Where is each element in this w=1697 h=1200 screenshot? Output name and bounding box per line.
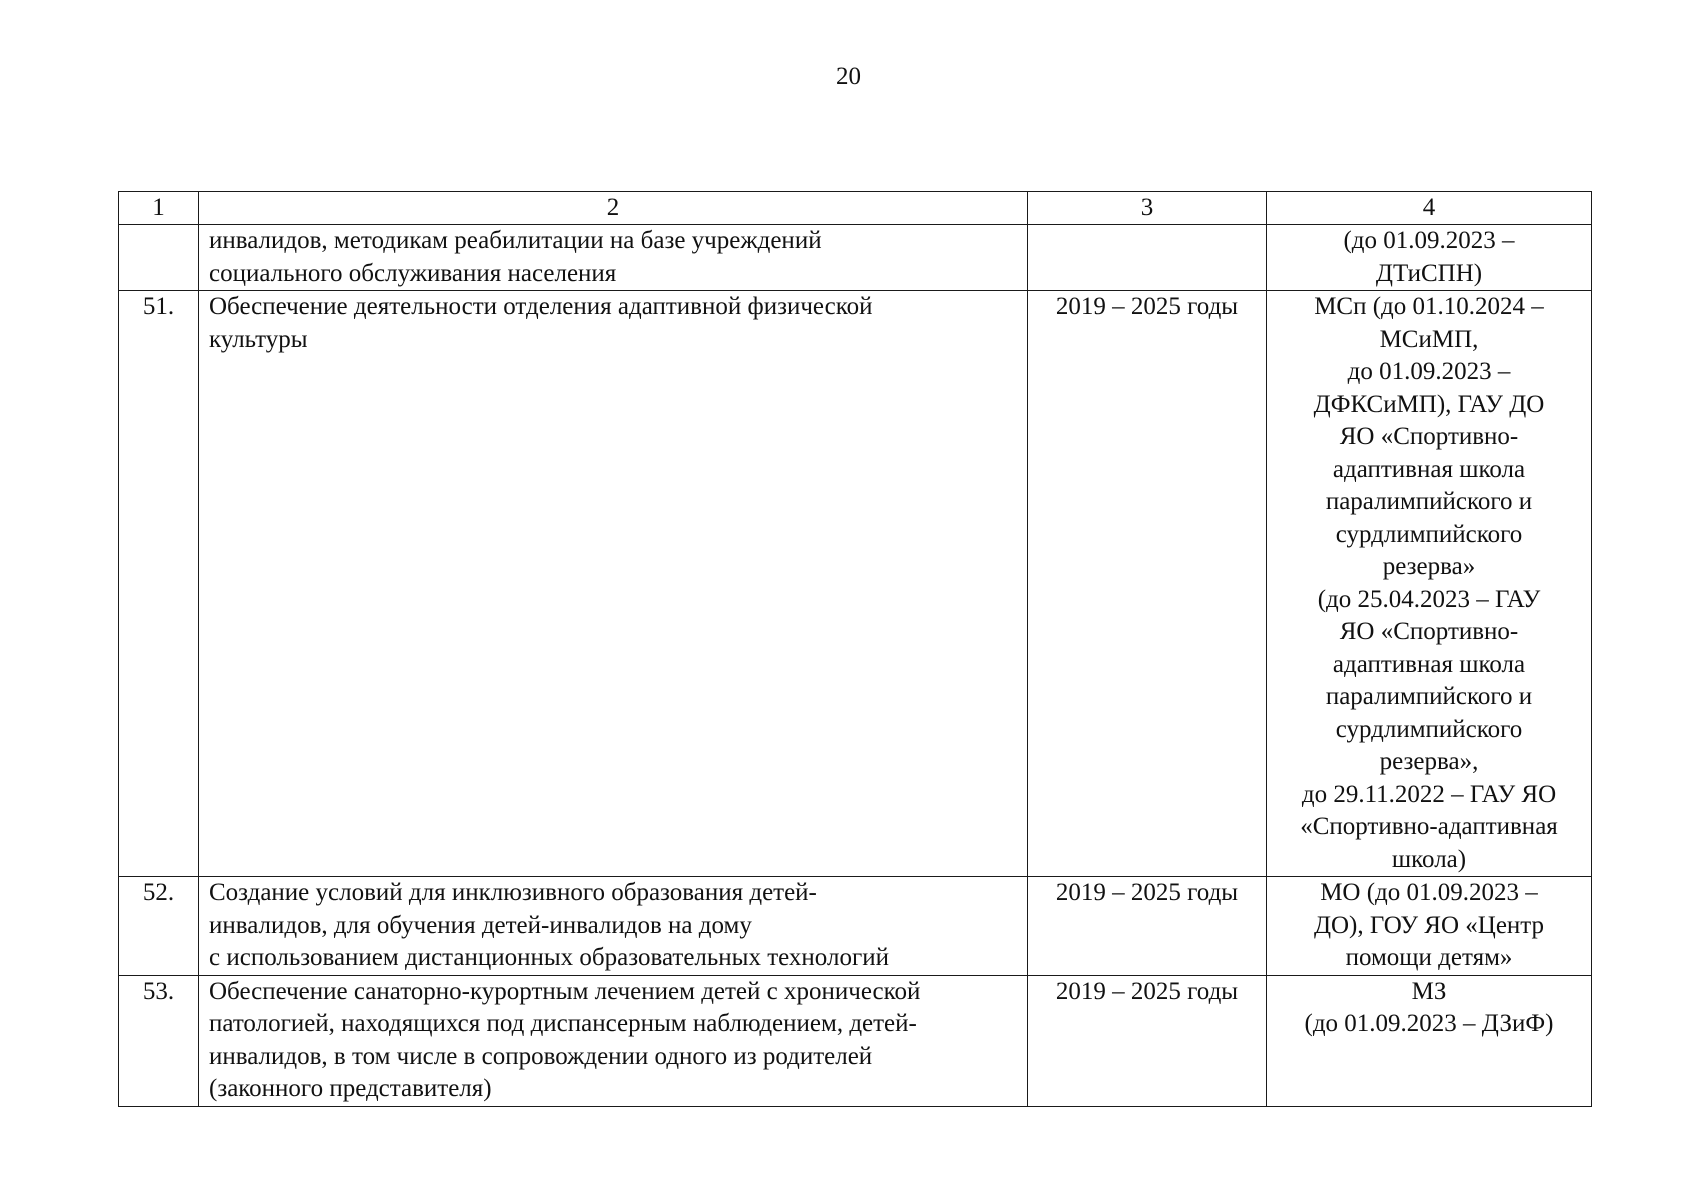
- table-header-row: [119, 192, 1592, 225]
- table-row: [119, 975, 1592, 1106]
- column-header-number: 1: [119, 192, 199, 225]
- row-description: инвалидов, методикам реабилитации на базе учреждений социального обслуживания населения: [199, 225, 1028, 291]
- row-executor: (до 01.09.2023 – ДТиСПН): [1267, 225, 1592, 291]
- row-number: 51.: [119, 291, 199, 877]
- page-number: 20: [836, 63, 861, 90]
- row-period: 2019 – 2025 годы: [1028, 291, 1267, 877]
- row-number: 53.: [119, 975, 199, 1106]
- table-row: [119, 225, 1592, 291]
- row-description: Обеспечение санаторно-курортным лечением детей с хронической патологией, находящихся под диспансерным наблюдением, детей- инвалидов, в том числе в сопровождении одного из родителей (законного представителя): [199, 975, 1028, 1106]
- row-description: Обеспечение деятельности отделения адаптивной физической культуры: [199, 291, 1028, 877]
- row-executor: МЗ (до 01.09.2023 – ДЗиФ): [1267, 975, 1592, 1106]
- row-executor: МО (до 01.09.2023 – ДО), ГОУ ЯО «Центр помощи детям»: [1267, 877, 1592, 976]
- table-row: [119, 877, 1592, 976]
- column-header-description: 2: [199, 192, 1028, 225]
- row-period: 2019 – 2025 годы: [1028, 877, 1267, 976]
- column-header-executor: 4: [1267, 192, 1592, 225]
- column-header-period: 3: [1028, 192, 1267, 225]
- row-number: 52.: [119, 877, 199, 976]
- row-executor: МСп (до 01.10.2024 – МСиМП, до 01.09.2023 – ДФКСиМП), ГАУ ДО ЯО «Спортивно- адаптивная школа паралимпийского и сурдлимпийского резерва» (до 25.04.2023 – ГАУ ЯО «Спортивно- адаптивная школа паралимпийского и сурдлимпийского резерва», до 29.11.2022 – ГАУ ЯО «Спортивно-адаптивная школа): [1267, 291, 1592, 877]
- row-period: 2019 – 2025 годы: [1028, 975, 1267, 1106]
- table-row: [119, 291, 1592, 877]
- row-description: Создание условий для инклюзивного образования детей- инвалидов, для обучения детей-инвалидов на дому с использованием дистанционных образовательных технологий: [199, 877, 1028, 976]
- row-period: [1028, 225, 1267, 291]
- program-measures-table: [118, 191, 1592, 1107]
- row-number: [119, 225, 199, 291]
